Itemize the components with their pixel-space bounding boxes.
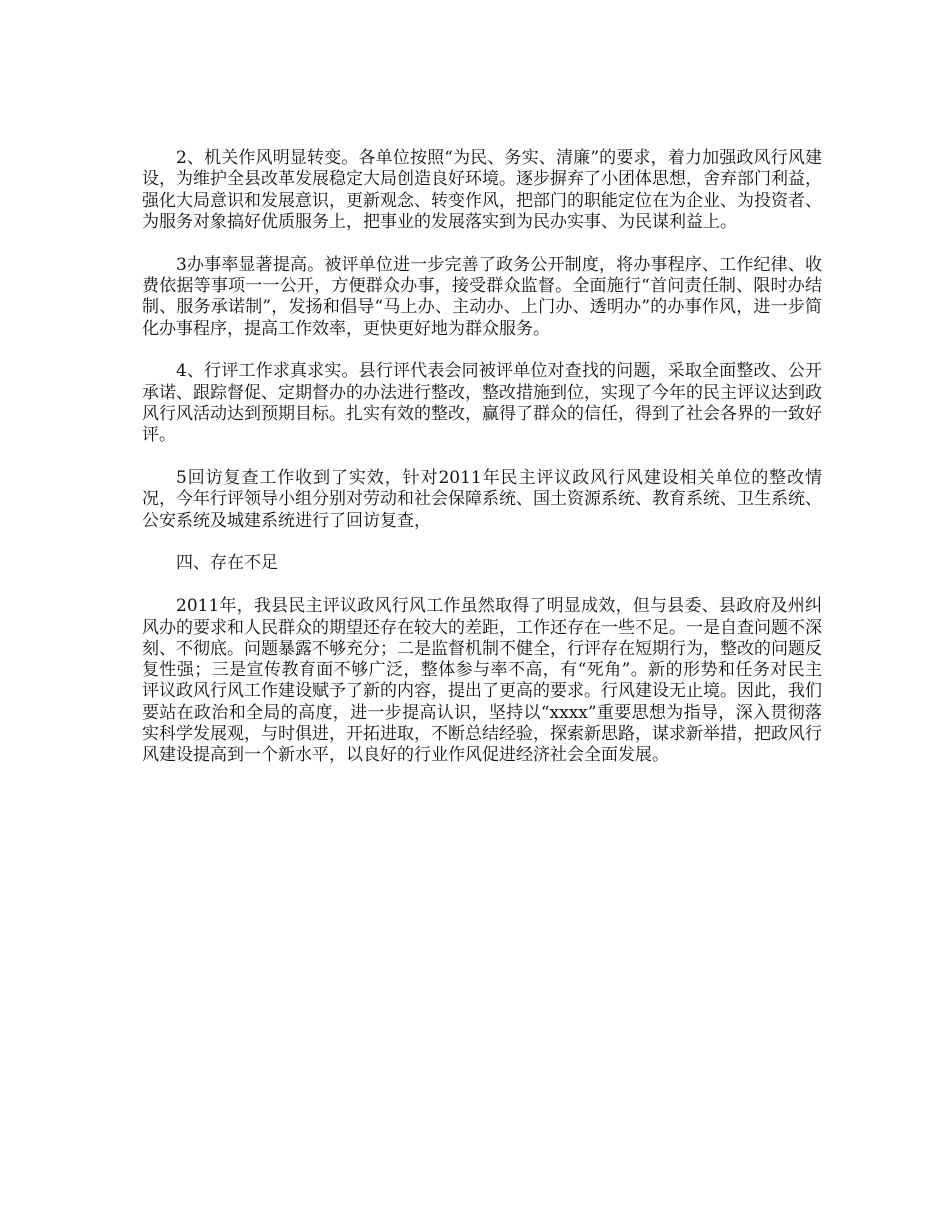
- document-body: [142, 148, 822, 767]
- paragraph-work-style: 2、机关作风明显转变。各单位按照“为民、务实、清廉”的要求，着力加强政风行风建设，为维护全县改革发展稳定大局创造良好环境。逐步摒弃了小团体思想，舍弃部门利益，强化大局意识和发展意识，更新观念、转变作风，把部门的职能定位在为企业、为投资者、为服务对象搞好优质服务上，把事业的发展落实到为民办实事、为民谋利益上。: [142, 148, 822, 232]
- section-heading-shortcomings: 四、存在不足: [176, 553, 278, 574]
- paragraph-revisit: 5回访复查工作收到了实效，针对2011年民主评议政风行风建设相关单位的整改情况，今年行评领导小组分别对劳动和社会保障系统、国土资源系统、教育系统、卫生系统、公安系统及城建系统进行了回访复查，: [142, 468, 822, 531]
- paragraph-efficiency: 3办事率显著提高。被评单位进一步完善了政务公开制度，将办事程序、工作纪律、收费依据等事项一一公开，方便群众办事，接受群众监督。全面施行“首问责任制、限时办结制、服务承诺制”，发扬和倡导“马上办、主动办、上门办、透明办”的办事作风，进一步简化办事程序，提高工作效率，更快更好地为群众服务。: [142, 254, 822, 339]
- paragraph-evaluation: 4、行评工作求真求实。县行评代表会同被评单位对查找的问题，采取全面整改、公开承诺、跟踪督促、定期督办的办法进行整改，整改措施到位，实现了今年的民主评议达到政风行风活动达到预期目标。扎实有效的整改，赢得了群众的信任，得到了社会各界的一致好评。: [142, 361, 822, 446]
- paragraph-shortcomings: 2011年，我县民主评议政风行风工作虽然取得了明显成效，但与县委、县政府及州纠风办的要求和人民群众的期望还存在较大的差距，工作还存在一些不足。一是自查问题不深刻、不彻底。问题暴露不够充分；二是监督机制不健全，行评存在短期行为，整改的问题反复性强；三是宣传教育面不够广泛，整体参与率不高，有“死角”。新的形势和任务对民主评议政风行风工作建设赋予了新的内容，提出了更高的要求。行风建设无止境。因此，我们要站在政治和全局的高度，进一步提高认识，坚持以“xxxx”重要思想为指导，深入贯彻落实科学发展观，与时俱进，开拓进取，不断总结经验，探索新思路，谋求新举措，把政风行风建设提高到一个新水平，以良好的行业作风促进经济社会全面发展。: [142, 596, 822, 766]
